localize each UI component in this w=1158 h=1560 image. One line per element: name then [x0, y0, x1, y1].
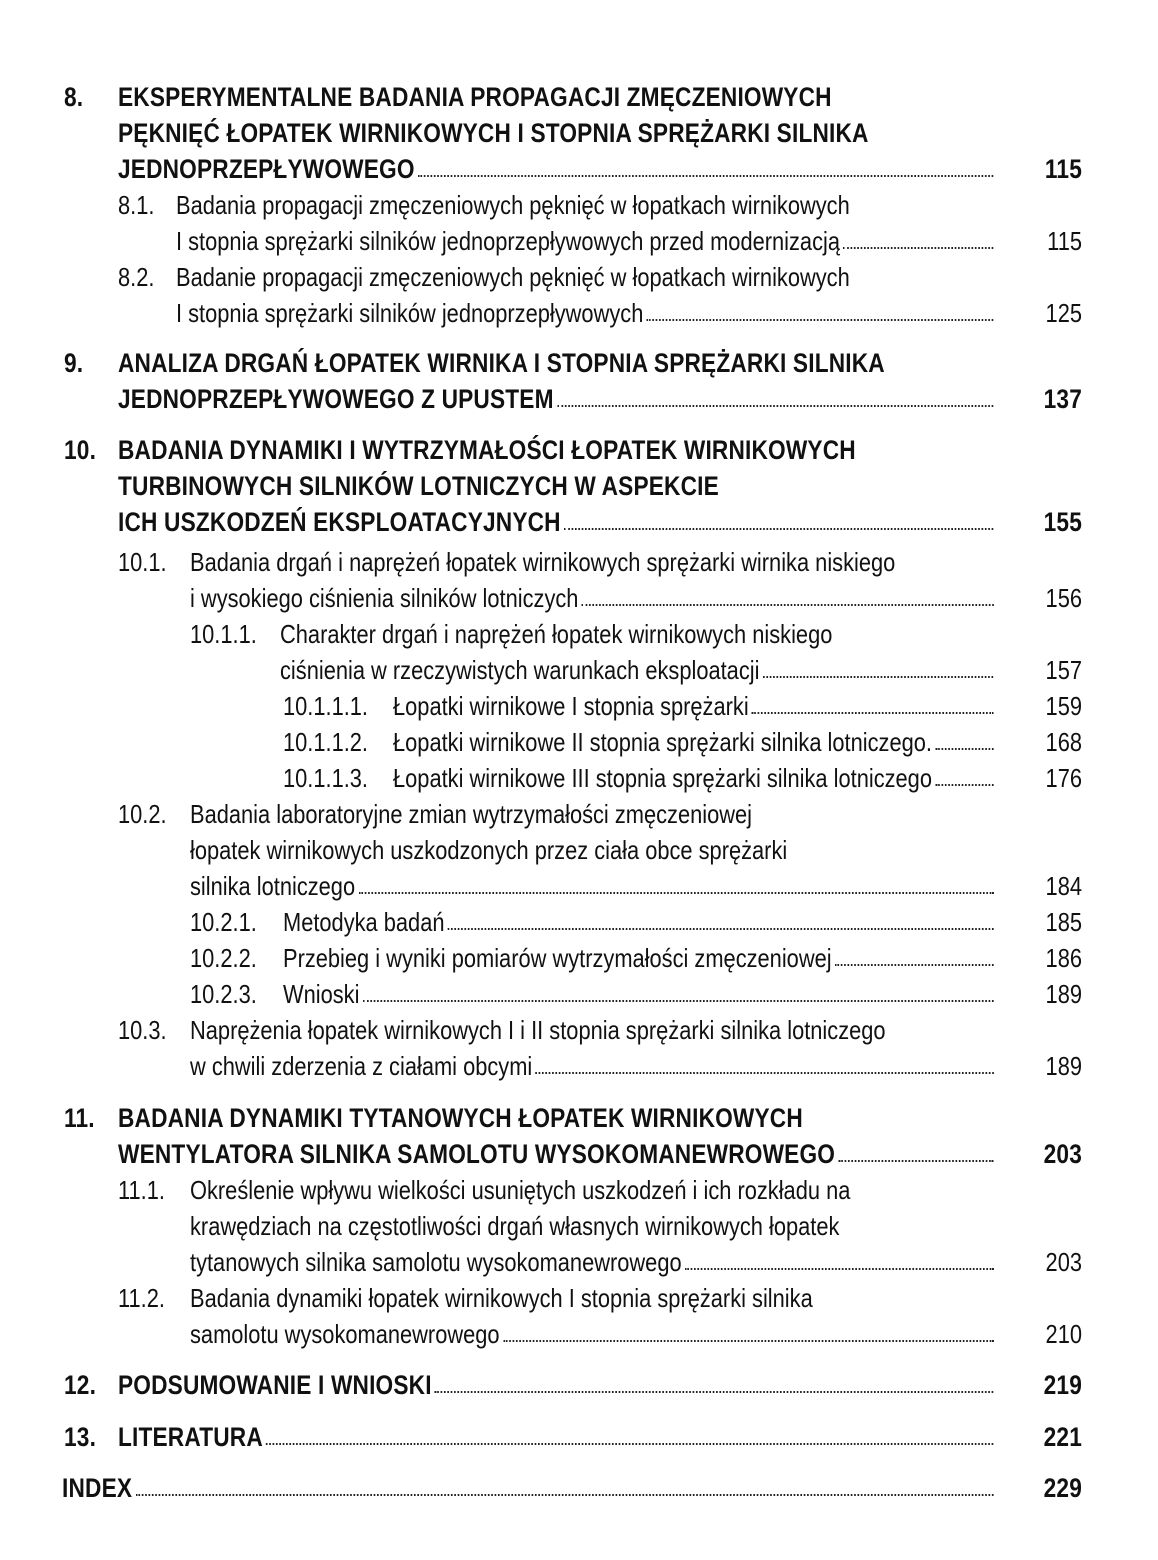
toc-entry-title: łopatek wirnikowych uszkodzonych przez ciała obce sprężarki — [190, 835, 788, 865]
toc-entry-number: 9. — [64, 348, 84, 378]
toc-subsection-line — [0, 725, 1158, 759]
dot-leader — [363, 1000, 994, 1002]
dot-leader — [685, 1268, 993, 1270]
toc-subsection-line — [0, 296, 1158, 330]
toc-chapter-line — [0, 1471, 1158, 1505]
toc-subsection-line — [0, 1245, 1158, 1279]
toc-chapter-line — [0, 116, 1158, 150]
toc-entry-title: BADANIA DYNAMIKI I WYTRZYMAŁOŚCI ŁOPATEK WIRNIKOWYCH — [118, 435, 856, 465]
dot-leader — [752, 712, 993, 714]
toc-entry-number: 10.2.3. — [190, 979, 257, 1009]
toc-subsection-line — [0, 1209, 1158, 1243]
toc-subsection-line — [0, 260, 1158, 294]
toc-subsection-line — [0, 1173, 1158, 1207]
toc-entry-number: 10.2.2. — [190, 943, 257, 973]
toc-entry-title: Badania laboratoryjne zmian wytrzymałości zmęczeniowej — [190, 799, 753, 829]
toc-chapter-line — [0, 505, 1158, 539]
toc-entry-number: 11.1. — [118, 1175, 165, 1205]
toc-entry-number: 11. — [64, 1103, 95, 1133]
dot-leader — [935, 748, 993, 750]
toc-entry-title: LITERATURA — [118, 1422, 263, 1452]
toc-page-number: 189 — [1045, 979, 1082, 1009]
toc-page-number: 176 — [1045, 763, 1082, 793]
toc-entry-title: Badanie propagacji zmęczeniowych pęknięć w łopatkach wirnikowych — [176, 262, 850, 292]
toc-entry-title: WENTYLATORA SILNIKA SAMOLOTU WYSOKOMANEWROWEGO — [118, 1139, 836, 1169]
toc-page-number: 159 — [1045, 691, 1082, 721]
toc-page-number: 219 — [1043, 1370, 1082, 1400]
toc-page-number: 185 — [1045, 907, 1082, 937]
toc-entry-title: ANALIZA DRGAŃ ŁOPATEK WIRNIKA I STOPNIA SPRĘŻARKI SILNIKA — [118, 348, 885, 378]
toc-entry-title: i wysokiego ciśnienia silników lotniczych — [190, 583, 579, 613]
toc-subsection-line — [0, 689, 1158, 723]
toc-entry-title: Badania drgań i naprężeń łopatek wirnikowych sprężarki wirnika niskiego — [190, 547, 896, 577]
toc-entry-title: PODSUMOWANIE I WNIOSKI — [118, 1370, 432, 1400]
toc-entry-title: Badania propagacji zmęczeniowych pęknięć w łopatkach wirnikowych — [176, 190, 850, 220]
toc-entry-number: 10. — [64, 435, 97, 465]
toc-entry-number: 8.2. — [118, 262, 155, 292]
toc-entry-title: Naprężenia łopatek wirnikowych I i II stopnia sprężarki silnika lotniczego — [190, 1015, 886, 1045]
toc-subsection-line — [0, 1281, 1158, 1315]
toc-page-number: 210 — [1045, 1319, 1082, 1349]
toc-entry-number: 12. — [64, 1370, 97, 1400]
toc-entry-number: 10.3. — [118, 1015, 167, 1045]
dot-leader — [136, 1494, 994, 1496]
toc-entry-title: I stopnia sprężarki silników jednoprzepływowych przed modernizacją — [176, 226, 841, 256]
toc-chapter-line — [0, 346, 1158, 380]
toc-entry-title: Łopatki wirnikowe II stopnia sprężarki silnika lotniczego. — [393, 727, 932, 757]
dot-leader — [838, 1160, 993, 1162]
toc-page-number: 229 — [1043, 1473, 1082, 1503]
toc-entry-title: TURBINOWYCH SILNIKÓW LOTNICZYCH W ASPEKCIE — [118, 471, 719, 501]
toc-subsection-line — [0, 1317, 1158, 1351]
toc-entry-title: INDEX — [62, 1473, 133, 1503]
toc-entry-title: BADANIA DYNAMIKI TYTANOWYCH ŁOPATEK WIRNIKOWYCH — [118, 1103, 803, 1133]
toc-entry-title: ciśnienia w rzeczywistych warunkach eksploatacji — [280, 655, 760, 685]
dot-leader — [557, 405, 993, 407]
toc-entry-title: PĘKNIĘĆ ŁOPATEK WIRNIKOWYCH I STOPNIA SPRĘŻARKI SILNIKA — [118, 118, 869, 148]
toc-page-number: 203 — [1043, 1139, 1082, 1169]
toc-subsection-line — [0, 905, 1158, 939]
toc-page-number: 115 — [1044, 154, 1082, 184]
toc-page-number: 115 — [1047, 226, 1082, 256]
dot-leader — [835, 964, 994, 966]
toc-subsection-line — [0, 977, 1158, 1011]
dot-leader — [647, 319, 994, 321]
toc-entry-title: ICH USZKODZEŃ EKSPLOATACYJNYCH — [118, 507, 561, 537]
toc-page-number: 157 — [1045, 655, 1082, 685]
dot-leader — [418, 175, 993, 177]
toc-subsection-line — [0, 833, 1158, 867]
toc-entry-title: silnika lotniczego — [190, 871, 356, 901]
toc-entry-title: Badania dynamiki łopatek wirnikowych I stopnia sprężarki silnika — [190, 1283, 813, 1313]
toc-entry-number: 10.1.1. — [190, 619, 257, 649]
dot-leader — [763, 676, 994, 678]
toc-entry-title: JEDNOPRZEPŁYWOWEGO Z UPUSTEM — [118, 384, 554, 414]
toc-entry-title: samolotu wysokomanewrowego — [190, 1319, 500, 1349]
toc-subsection-line — [0, 581, 1158, 615]
toc-subsection-line — [0, 188, 1158, 222]
toc-entry-number: 10.1.1.1. — [283, 691, 369, 721]
toc-entry-number: 10.2. — [118, 799, 167, 829]
toc-entry-title: Metodyka badań — [283, 907, 445, 937]
toc-subsection-line — [0, 1013, 1158, 1047]
dot-leader — [358, 892, 993, 894]
toc-page-number: 137 — [1043, 384, 1082, 414]
toc-subsection-line — [0, 617, 1158, 651]
dot-leader — [435, 1391, 993, 1393]
toc-entry-number: 10.1. — [118, 547, 167, 577]
toc-entry-title: w chwili zderzenia z ciałami obcymi — [190, 1051, 533, 1081]
toc-entry-title: Łopatki wirnikowe I stopnia sprężarki — [393, 691, 749, 721]
dot-leader — [843, 247, 993, 249]
toc-entry-number: 13. — [64, 1422, 97, 1452]
toc-page-number: 189 — [1045, 1051, 1082, 1081]
toc-chapter-line — [0, 80, 1158, 114]
toc-entry-title: Przebieg i wyniki pomiarów wytrzymałości zmęczeniowej — [283, 943, 832, 973]
toc-entry-title: JEDNOPRZEPŁYWOWEGO — [118, 154, 415, 184]
dot-leader — [266, 1443, 993, 1445]
toc-entry-number: 10.1.1.2. — [283, 727, 369, 757]
toc-chapter-line — [0, 1101, 1158, 1135]
dot-leader — [448, 928, 994, 930]
toc-entry-title: Określenie wpływu wielkości usuniętych uszkodzeń i ich rozkładu na — [190, 1175, 851, 1205]
toc-entry-number: 8. — [64, 82, 84, 112]
dot-leader — [935, 784, 993, 786]
toc-chapter-line — [0, 382, 1158, 416]
toc-entry-number: 11.2. — [118, 1283, 165, 1313]
toc-entry-title: krawędziach na częstotliwości drgań własnych wirnikowych łopatek — [190, 1211, 840, 1241]
toc-subsection-line — [0, 1049, 1158, 1083]
toc-entry-title: Łopatki wirnikowe III stopnia sprężarki silnika lotniczego — [393, 763, 932, 793]
toc-subsection-line — [0, 761, 1158, 795]
toc-subsection-line — [0, 545, 1158, 579]
toc-chapter-line — [0, 469, 1158, 503]
toc-entry-title: Wnioski — [283, 979, 360, 1009]
toc-subsection-line — [0, 869, 1158, 903]
toc-entry-number: 8.1. — [118, 190, 155, 220]
toc-subsection-line — [0, 941, 1158, 975]
toc-entry-title: EKSPERYMENTALNE BADANIA PROPAGACJI ZMĘCZENIOWYCH — [118, 82, 832, 112]
toc-page-number: 156 — [1045, 583, 1082, 613]
toc-subsection-line — [0, 224, 1158, 258]
toc-page-number: 184 — [1045, 871, 1082, 901]
toc-entry-title: tytanowych silnika samolotu wysokomanewrowego — [190, 1247, 682, 1277]
toc-page-number: 186 — [1045, 943, 1082, 973]
dot-leader — [503, 1340, 994, 1342]
toc-page-number: 221 — [1043, 1422, 1082, 1452]
toc-page-number: 203 — [1045, 1247, 1082, 1277]
toc-entry-title: Charakter drgań i naprężeń łopatek wirnikowych niskiego — [280, 619, 833, 649]
toc-chapter-line — [0, 1420, 1158, 1454]
toc-subsection-line — [0, 653, 1158, 687]
toc-chapter-line — [0, 1368, 1158, 1402]
toc-chapter-line — [0, 1137, 1158, 1171]
toc-entry-number: 10.2.1. — [190, 907, 257, 937]
toc-page-number: 125 — [1045, 298, 1082, 328]
dot-leader — [582, 604, 994, 606]
toc-page-number: 155 — [1043, 507, 1082, 537]
toc-subsection-line — [0, 797, 1158, 831]
toc-chapter-line — [0, 152, 1158, 186]
toc-entry-number: 10.1.1.3. — [283, 763, 369, 793]
toc-entry-title: I stopnia sprężarki silników jednoprzepływowych — [176, 298, 644, 328]
dot-leader — [564, 528, 993, 530]
toc-chapter-line — [0, 433, 1158, 467]
dot-leader — [536, 1072, 994, 1074]
toc-page-number: 168 — [1045, 727, 1082, 757]
